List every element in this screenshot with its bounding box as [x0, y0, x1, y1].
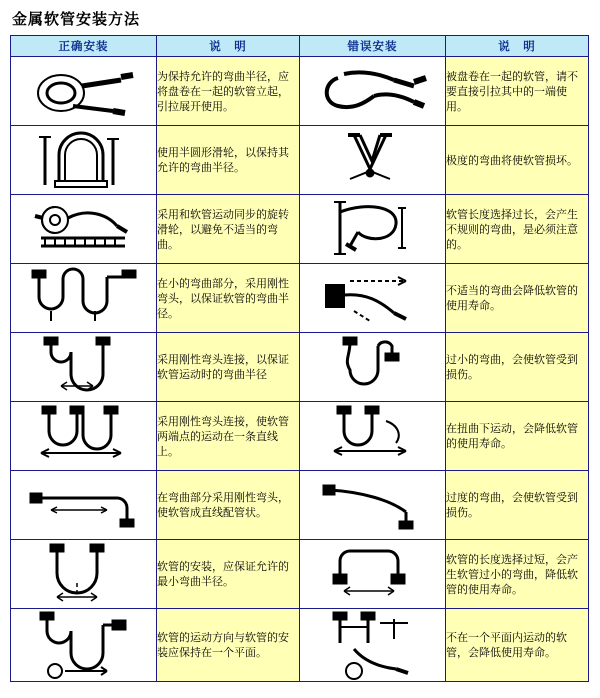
figure-correct-semicircular-pulley — [11, 126, 157, 195]
description-correct: 使用半圆形滑轮，以保持其允许的弯曲半径。 — [157, 126, 300, 195]
figure-correct-rigid-bend-small-radius — [11, 264, 157, 333]
description-wrong: 不在一个平面内运动的软管，会降低使用寿命。 — [446, 609, 589, 682]
description-wrong: 软管长度选择过长，会产生不规则的弯曲，是必须注意的。 — [446, 195, 589, 264]
table-row — [11, 57, 589, 126]
figure-correct-straight-piping — [11, 471, 157, 540]
table-row — [11, 609, 589, 682]
description-wrong: 被盘卷在一起的软管，请不要直接引拉其中的一端使用。 — [446, 57, 589, 126]
table-row — [11, 402, 589, 471]
description-wrong: 极度的弯曲将使软管损坏。 — [446, 126, 589, 195]
installation-guide-table — [10, 35, 589, 682]
figure-correct-rigid-elbow-u — [11, 333, 157, 402]
description-wrong: 不适当的弯曲会降低软管的使用寿命。 — [446, 264, 589, 333]
figure-correct-rotating-pulley — [11, 195, 157, 264]
header-correct-install: 正确安装 — [11, 36, 157, 57]
description-correct: 采用和软管运动同步的旋转滑轮，以避免不适当的弯曲。 — [157, 195, 300, 264]
description-correct: 在小的弯曲部分，采用刚性弯头，以保证软管的弯曲半径。 — [157, 264, 300, 333]
figure-wrong-coiled-hose-pulled — [300, 57, 446, 126]
figure-wrong-hose-too-long — [300, 195, 446, 264]
table-row — [11, 471, 589, 540]
header-wrong-install: 错误安装 — [300, 36, 446, 57]
figure-correct-min-bend-radius — [11, 540, 157, 609]
figure-wrong-improper-bend — [300, 264, 446, 333]
description-wrong: 过小的弯曲，会使软管受到损伤。 — [446, 333, 589, 402]
excessive-bend-damage-icon — [300, 476, 445, 534]
hose-too-long-small-bend-icon — [300, 543, 445, 605]
coiled-hose-pulled-from-one-end-icon — [300, 62, 445, 120]
figure-correct-coiled-hose-standing — [11, 57, 157, 126]
header-description-wrong: 说 明 — [446, 36, 589, 57]
figure-wrong-out-of-plane-motion — [300, 609, 446, 682]
description-wrong: 在扭曲下运动，会降低软管的使用寿命。 — [446, 402, 589, 471]
table-header-row — [11, 36, 589, 57]
rigid-elbow-straight-piping-icon — [11, 476, 156, 534]
hose-motion-out-of-plane-icon — [300, 609, 445, 681]
rigid-bend-at-small-radius-section-icon — [11, 267, 156, 329]
improper-bend-shortens-life-icon — [300, 267, 445, 329]
description-correct: 软管的运动方向与软管的安装应保持在一个平面。 — [157, 609, 300, 682]
hose-motion-in-same-plane-icon — [11, 609, 156, 681]
hose-twisting-motion-icon — [300, 405, 445, 467]
hose-too-long-irregular-loop-icon — [300, 198, 445, 260]
table-row — [11, 195, 589, 264]
description-correct: 为保持允许的弯曲半径，应将盘卷在一起的软管立起，引拉展开使用。 — [157, 57, 300, 126]
description-correct: 在弯曲部分采用刚性弯头，使软管成直线配管状。 — [157, 471, 300, 540]
description-correct: 采用刚性弯头连接，以保证软管运动时的弯曲半径 — [157, 333, 300, 402]
figure-wrong-too-short-small-bend — [300, 540, 446, 609]
rigid-elbow-connection-u-shape-icon — [11, 336, 156, 398]
hose-installed-min-bend-radius-icon — [11, 543, 156, 605]
description-correct: 软管的安装，应保证允许的最小弯曲半径。 — [157, 540, 300, 609]
figure-wrong-sharp-v-bend — [300, 126, 446, 195]
description-wrong: 过度的弯曲，会使软管受到损伤。 — [446, 471, 589, 540]
too-small-bend-radius-damage-icon — [300, 336, 445, 398]
figure-wrong-twisting — [300, 402, 446, 471]
description-correct: 采用刚性弯头连接，使软管两端点的运动在一条直线上。 — [157, 402, 300, 471]
figure-correct-same-plane-motion — [11, 609, 157, 682]
page-title: 金属软管安装方法 — [12, 10, 141, 28]
table-row — [11, 264, 589, 333]
table-row — [11, 540, 589, 609]
table-row — [11, 333, 589, 402]
figure-correct-elbow-straight-line — [11, 402, 157, 471]
hose-sharp-v-bend-icon — [300, 129, 445, 191]
figure-wrong-excessive-bend — [300, 471, 446, 540]
figure-wrong-too-small-bend — [300, 333, 446, 402]
hose-with-synchronized-rotating-pulley-icon — [11, 198, 156, 260]
hose-over-semicircular-pulley-icon — [11, 129, 156, 191]
coiled-hose-standing-upright-icon — [11, 62, 156, 120]
table-row — [11, 126, 589, 195]
rigid-elbow-ends-in-straight-line-icon — [11, 405, 156, 467]
header-description-correct: 说 明 — [157, 36, 300, 57]
description-wrong: 软管的长度选择过短，会产生软管过小的弯曲，降低软管的使用寿命。 — [446, 540, 589, 609]
